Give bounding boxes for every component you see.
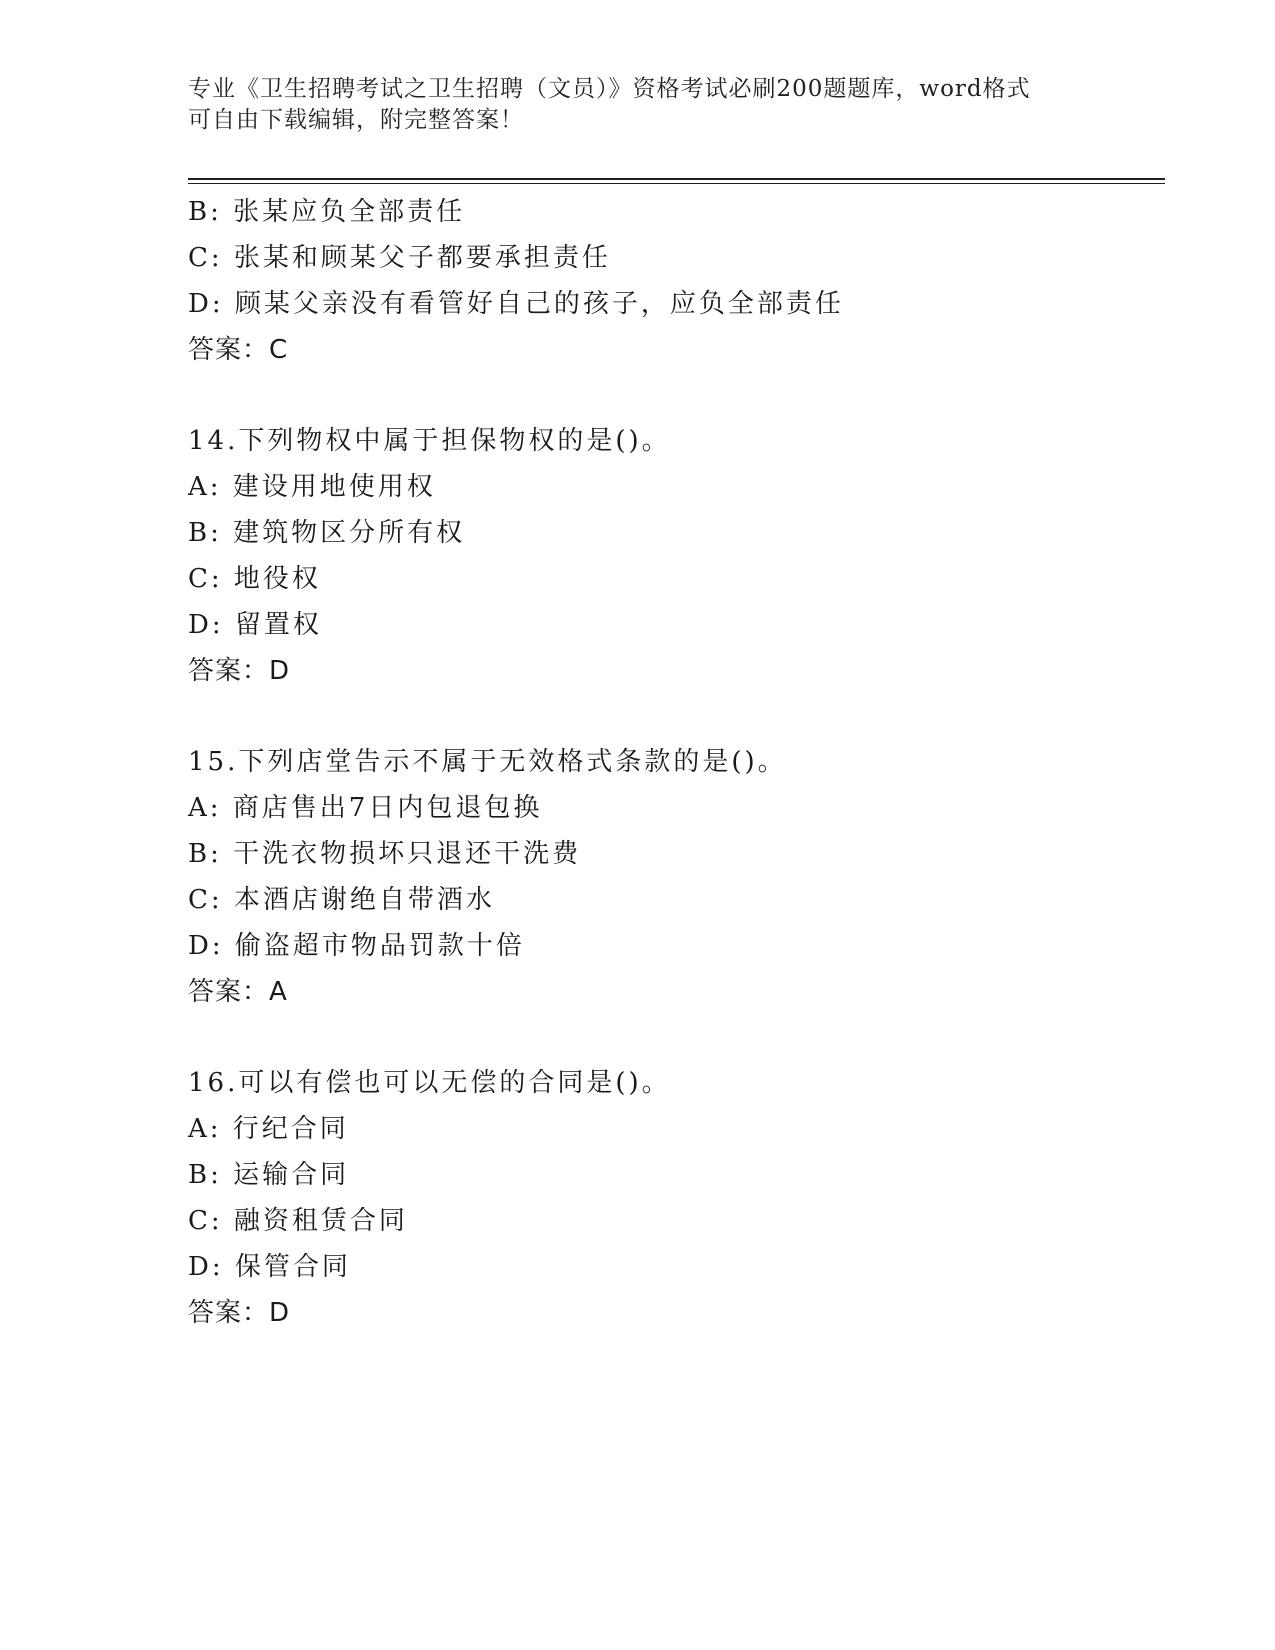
- option-b: B: 张某应负全部责任: [188, 197, 466, 227]
- question-block-13: [188, 189, 1165, 373]
- option-d: D: 顾某父亲没有看管好自己的孩子，应负全部责任: [188, 289, 844, 319]
- header-line-2: 可自由下载编辑，附完整答案！: [188, 107, 524, 133]
- question-block-14: [188, 418, 1165, 694]
- option-d: D: 偷盗超市物品罚款十倍: [188, 931, 525, 961]
- answer-line: 答案：C: [188, 335, 289, 365]
- question-text: 16.可以有偿也可以无偿的合同是()。: [188, 1068, 671, 1098]
- answer-line: 答案：D: [188, 1298, 291, 1328]
- question-block-16: [188, 1060, 1165, 1336]
- option-c: C: 融资租赁合同: [188, 1206, 408, 1236]
- answer-line: 答案：A: [188, 977, 288, 1007]
- header-divider-thick: [188, 178, 1165, 180]
- option-b: B: 干洗衣物损坏只退还干洗费: [188, 839, 582, 869]
- option-c: C: 本酒店谢绝自带酒水: [188, 885, 495, 915]
- document-header: [188, 74, 1088, 136]
- option-b: B: 运输合同: [188, 1160, 350, 1190]
- option-a: A: 商店售出7日内包退包换: [188, 793, 543, 823]
- question-block-15: [188, 739, 1165, 1015]
- answer-line: 答案：D: [188, 656, 291, 686]
- option-d: D: 留置权: [188, 610, 322, 640]
- question-list: [188, 189, 1165, 1381]
- option-d: D: 保管合同: [188, 1252, 351, 1282]
- option-a: A: 行纪合同: [188, 1114, 349, 1144]
- header-line-1: 专业《卫生招聘考试之卫生招聘（文员）》资格考试必刷200题题库，word格式: [188, 76, 1031, 102]
- question-text: 15.下列店堂告示不属于无效格式条款的是()。: [188, 747, 787, 777]
- option-b: B: 建筑物区分所有权: [188, 518, 466, 548]
- option-c: C: 地役权: [188, 564, 321, 594]
- header-divider-thin: [188, 183, 1165, 184]
- question-text: 14.下列物权中属于担保物权的是()。: [188, 426, 671, 456]
- option-a: A: 建设用地使用权: [188, 472, 436, 502]
- option-c: C: 张某和顾某父子都要承担责任: [188, 243, 611, 273]
